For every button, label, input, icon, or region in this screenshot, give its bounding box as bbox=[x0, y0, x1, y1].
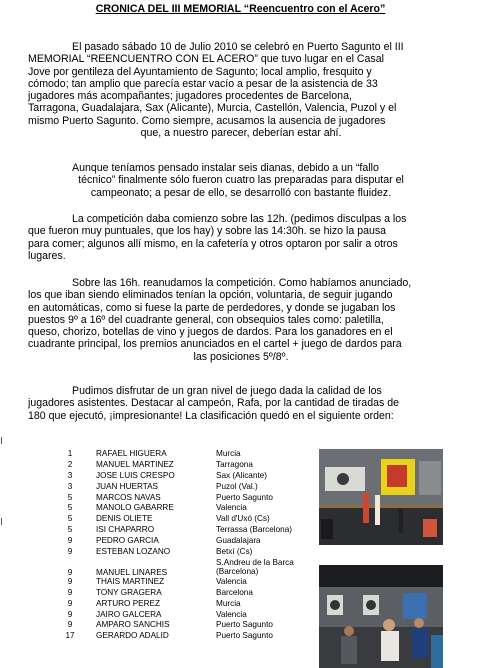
city-cell: Barcelona bbox=[216, 587, 253, 597]
position-cell: 5 bbox=[67, 514, 73, 524]
position-cell: 5 bbox=[67, 525, 73, 535]
city-line: S.Andreu de la Barca bbox=[216, 557, 294, 567]
table-row bbox=[58, 610, 326, 621]
player-name-cell: TONY GRAGERA bbox=[96, 587, 162, 597]
table-row bbox=[58, 514, 326, 525]
table-row bbox=[58, 599, 326, 610]
text-line: El pasado sábado 10 de Julio 2010 se celebró en Puerto Sagunto el III bbox=[72, 41, 404, 53]
text-line: 180 que ejecutó, ¡impresionante! La clasificación quedó en el siguiente orden: bbox=[28, 409, 394, 422]
player-name-cell: ISI CHAPARRO bbox=[96, 525, 155, 535]
city-cell: Puzol (Val.) bbox=[216, 481, 258, 491]
position-cell: 9 bbox=[67, 567, 73, 577]
text-line: mismo Puerto Sagunto. Como siempre, acusamos la ausencia de jugadores bbox=[28, 114, 386, 127]
city-cell: Valencia bbox=[216, 609, 247, 619]
city-cell: Sax (Alicante) bbox=[216, 470, 267, 480]
city-cell: Puerto Sagunto bbox=[216, 620, 273, 630]
position-cell: 9 bbox=[67, 536, 73, 546]
player-name-cell: THAIS MARTINEZ bbox=[96, 576, 165, 586]
position-cell: 3 bbox=[67, 470, 73, 480]
text-line: que fueron muy puntuales, que los hay) y sobre las 14:30h. se hizo la pausa bbox=[28, 225, 387, 238]
table-row bbox=[58, 493, 326, 504]
classification-table bbox=[58, 449, 326, 642]
text-line: queso, chorizo, botellas de vino y juegos de dardos. Para los ganadores en el bbox=[28, 326, 393, 339]
position-cell: 9 bbox=[67, 598, 73, 608]
position-cell: 9 bbox=[67, 576, 73, 586]
text-line: Tarragona, Guadalajara, Sax (Alicante), Murcia, Castellón, Valencia, Puzol y el bbox=[28, 102, 397, 115]
player-name-cell: JUAN HUERTAS bbox=[96, 481, 159, 491]
player-name-cell: JOSE LUIS CRESPO bbox=[96, 470, 175, 480]
paragraph-3 bbox=[28, 213, 454, 262]
player-name-cell: GERARDO ADALID bbox=[96, 631, 169, 641]
city-cell: Terrassa (Barcelona) bbox=[216, 525, 292, 535]
position-cell: 17 bbox=[65, 631, 75, 641]
text-line: lugares. bbox=[28, 249, 66, 262]
text-line: puestos 9º a 16º del cuadrante general, con obsequios tales como: paletilla, bbox=[28, 313, 384, 326]
text-line: campeonato; a pesar de ello, se desarrolló con bastante fluidez. bbox=[90, 186, 392, 199]
position-cell: 9 bbox=[67, 620, 73, 630]
margin-mark bbox=[1, 518, 2, 525]
city-cell: Puerto Sagunto bbox=[216, 492, 273, 502]
player-name-cell: RAFAEL HIGUERA bbox=[96, 449, 167, 458]
text-line: cuadrante principal, los premios anunciados en el cartel + juego de dardos para bbox=[28, 338, 402, 351]
text-line: MEMORIAL “REENCUENTRO CON EL ACERO” que tuvo lugar en el Casal bbox=[28, 53, 384, 66]
player-name-cell: DENIS OLIETE bbox=[96, 514, 153, 524]
city-cell: Murcia bbox=[216, 449, 241, 458]
table-row bbox=[58, 525, 326, 536]
text-line: jugadores asistentes. Destacar al campeón, Rafa, por la cantidad de tiradas de bbox=[28, 397, 399, 410]
table-row bbox=[58, 631, 326, 642]
player-name-cell: ARTURO PEREZ bbox=[96, 598, 160, 608]
table-row bbox=[58, 588, 326, 599]
table-row bbox=[58, 471, 326, 482]
text-line: Pudimos disfrutar de un gran nivel de juego dada la calidad de los bbox=[72, 385, 382, 397]
table-row bbox=[58, 577, 326, 588]
player-name-cell: MANUEL MARTINEZ bbox=[96, 459, 174, 469]
paragraph-2 bbox=[28, 162, 454, 199]
paragraph-1 bbox=[28, 41, 454, 139]
position-cell: 9 bbox=[67, 587, 73, 597]
text-line: Sobre las 16h. reanudamos la competición. Como habíamos anunciado, bbox=[72, 277, 412, 289]
position-cell: 3 bbox=[67, 481, 73, 491]
text-line: cómodo; tan amplio que parecía estar vacío a pesar de la asistencia de 33 bbox=[28, 77, 378, 90]
table-row bbox=[58, 503, 326, 514]
position-cell: 5 bbox=[67, 492, 73, 502]
player-name-cell: MANOLO GABARRE bbox=[96, 503, 174, 513]
city-cell: Puerto Sagunto bbox=[216, 631, 273, 641]
player-name-cell: AMPARO SANCHIS bbox=[96, 620, 170, 630]
table-row bbox=[58, 482, 326, 493]
position-cell: 5 bbox=[67, 503, 73, 513]
table-row bbox=[58, 620, 326, 631]
city-cell: Murcia bbox=[216, 598, 241, 608]
city-cell: Valencia bbox=[216, 503, 247, 513]
table-row bbox=[58, 536, 326, 547]
city-line: (Barcelona) bbox=[216, 567, 259, 577]
position-cell: 9 bbox=[67, 547, 73, 557]
text-line: para comer; algunos allí mismo, en la cafetería y otros optaron por salir a otros bbox=[28, 237, 398, 250]
table-row bbox=[58, 558, 326, 577]
player-name-cell: ESTEBAN LOZANO bbox=[96, 547, 171, 557]
city-cell: Vall d'Uxó (Cs) bbox=[216, 514, 270, 524]
city-cell bbox=[216, 558, 326, 577]
city-cell: Tarragona bbox=[216, 459, 253, 469]
city-cell: Valencia bbox=[216, 576, 247, 586]
text-line: Jove por gentileza del Ayuntamiento de Sagunto; local amplio, fresquito y bbox=[28, 65, 372, 78]
position-cell: 1 bbox=[67, 449, 73, 458]
text-line: en automáticas, como si fuese la parte de perdedores, y donde se jugaban los bbox=[28, 301, 396, 314]
player-name-cell: JAIRO GALCERA bbox=[96, 609, 162, 619]
text-line: que, a nuestro parecer, deberían estar ahí. bbox=[140, 127, 342, 140]
player-name-cell: PEDRO GARCIA bbox=[96, 536, 159, 546]
text-line: La competición daba comienzo sobre las 12h. (pedimos disculpas a los bbox=[72, 213, 407, 225]
text-line: los que iban siendo eliminados tenían la opción, voluntaria, de seguir jugando bbox=[28, 289, 393, 302]
margin-mark bbox=[1, 437, 2, 444]
table-row bbox=[58, 460, 326, 471]
position-cell: 2 bbox=[67, 459, 73, 469]
venue-photo-2 bbox=[319, 565, 443, 668]
venue-photo-1 bbox=[319, 449, 443, 545]
position-cell: 9 bbox=[67, 609, 73, 619]
text-line: jugadores más acompañantes; jugadores procedentes de Barcelona, bbox=[28, 90, 352, 103]
document-title: CRONICA DEL III MEMORIAL “Reencuentro con el Acero” bbox=[95, 3, 386, 15]
table-row bbox=[58, 547, 326, 558]
city-cell: Guadalajara bbox=[216, 536, 261, 546]
paragraph-5 bbox=[28, 385, 454, 422]
text-line: las posiciones 5º/8º. bbox=[193, 350, 289, 363]
table-row bbox=[58, 449, 326, 460]
text-line: técnico” finalmente sólo fueron cuatro las preparadas para disputar el bbox=[78, 174, 404, 187]
player-name-cell: MARCOS NAVAS bbox=[96, 492, 161, 502]
paragraph-4 bbox=[28, 277, 454, 363]
city-cell: Betxí (Cs) bbox=[216, 547, 253, 557]
text-line: Aunque teníamos pensado instalar seis dianas, debido a un “fallo bbox=[72, 162, 379, 174]
player-name-cell: MANUEL LINARES bbox=[96, 567, 168, 577]
